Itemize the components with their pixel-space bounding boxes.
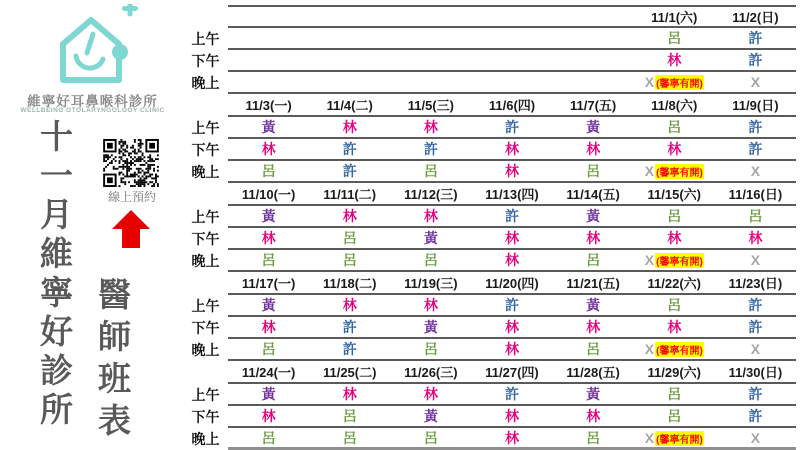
shift-cell: 黃 bbox=[586, 386, 601, 402]
date-cell: 11/19(三) bbox=[404, 276, 458, 291]
empty-corner bbox=[183, 272, 228, 295]
shift-row bbox=[183, 295, 796, 317]
shift-cell: 許 bbox=[748, 52, 763, 68]
shift-row bbox=[183, 50, 796, 72]
shift-cell: 林 bbox=[586, 319, 601, 335]
shift-cell: 林 bbox=[667, 141, 682, 157]
shift-label: 下午 bbox=[191, 409, 220, 425]
shift-cell: 呂 bbox=[261, 163, 276, 179]
shift-row bbox=[183, 72, 796, 94]
shift-cell: 呂 bbox=[342, 408, 357, 424]
month-title: 十一月維寧好診所 bbox=[36, 119, 73, 431]
shift-cell: 林 bbox=[504, 230, 519, 246]
shift-cell: 呂 bbox=[667, 30, 682, 46]
date-cell: 11/10(一) bbox=[241, 187, 296, 202]
booking-qr-code bbox=[103, 139, 159, 187]
shift-cell: 黃 bbox=[586, 119, 601, 135]
shift-cell: 呂 bbox=[342, 430, 357, 446]
shift-cell: 林 bbox=[342, 297, 357, 313]
date-cell: 11/7(五) bbox=[570, 98, 617, 113]
shift-cell: 林 bbox=[423, 208, 438, 224]
house-clock-logo-icon bbox=[30, 4, 160, 92]
shift-row bbox=[183, 339, 796, 361]
shift-label: 上午 bbox=[191, 31, 220, 47]
date-cell: 11/22(六) bbox=[647, 276, 702, 291]
shift-label: 晚上 bbox=[191, 164, 220, 180]
clinic-name-en: WELLBEING OTOLARYNGOLOGY CLINIC bbox=[20, 107, 165, 114]
shift-row bbox=[183, 139, 796, 161]
closed-x: X bbox=[750, 341, 761, 357]
shift-label: 晚上 bbox=[191, 342, 220, 358]
clinic-name: 維寧好耳鼻喉科診所 bbox=[27, 94, 158, 109]
date-cell: 11/14(五) bbox=[566, 187, 620, 202]
shift-cell: 林 bbox=[423, 119, 438, 135]
shift-cell: 許 bbox=[748, 30, 763, 46]
up-arrow-icon bbox=[111, 210, 151, 248]
closed-x: X bbox=[644, 163, 655, 179]
closed-x: X bbox=[644, 430, 655, 446]
shift-cell: 黃 bbox=[261, 208, 276, 224]
clinic-logo bbox=[30, 4, 160, 92]
shift-cell: 呂 bbox=[423, 163, 438, 179]
shift-row bbox=[183, 28, 796, 50]
shift-cell: 許 bbox=[342, 141, 357, 157]
shift-cell: 許 bbox=[748, 408, 763, 424]
date-cell: 11/23(日) bbox=[728, 276, 783, 291]
shift-cell: 黃 bbox=[586, 297, 601, 313]
shift-cell: 許 bbox=[342, 163, 357, 179]
shift-label: 晚上 bbox=[191, 431, 220, 447]
date-cell: 11/30(日) bbox=[728, 365, 783, 380]
date-cell: 11/6(四) bbox=[488, 98, 536, 113]
shift-cell: 許 bbox=[748, 141, 763, 157]
empty-corner bbox=[183, 94, 228, 117]
empty-corner bbox=[183, 5, 228, 28]
shift-label: 上午 bbox=[191, 120, 220, 136]
shift-row bbox=[183, 406, 796, 428]
shift-cell: 林 bbox=[748, 230, 763, 246]
closed-x: X bbox=[644, 74, 655, 90]
date-cell: 11/1(六) bbox=[651, 10, 698, 25]
date-cell: 11/2(日) bbox=[732, 10, 779, 25]
shift-cell: 黃 bbox=[261, 119, 276, 135]
shift-cell: 黃 bbox=[586, 208, 601, 224]
shift-cell: 許 bbox=[504, 386, 519, 402]
sister-clinic-open-note: (馨寧有開) bbox=[655, 431, 704, 446]
shift-cell: 呂 bbox=[586, 430, 601, 446]
shift-cell bbox=[634, 341, 715, 357]
week-header-row bbox=[183, 183, 796, 206]
date-cell: 11/21(五) bbox=[566, 276, 620, 291]
shift-row bbox=[183, 117, 796, 139]
sister-clinic-open-note: (馨寧有開) bbox=[655, 253, 704, 268]
shift-row bbox=[183, 384, 796, 406]
closed-x: X bbox=[750, 74, 761, 90]
shift-cell: 呂 bbox=[667, 386, 682, 402]
shift-cell: 呂 bbox=[667, 119, 682, 135]
date-cell: 11/4(二) bbox=[326, 98, 373, 113]
shift-cell: 呂 bbox=[342, 230, 357, 246]
shift-label: 上午 bbox=[191, 209, 220, 225]
shift-label: 下午 bbox=[191, 142, 220, 158]
shift-cell: 林 bbox=[586, 408, 601, 424]
sister-clinic-open-note: (馨寧有開) bbox=[655, 75, 704, 90]
shift-label: 晚上 bbox=[191, 253, 220, 269]
shift-cell: 許 bbox=[748, 297, 763, 313]
shift-cell: 呂 bbox=[586, 163, 601, 179]
shift-cell bbox=[715, 74, 796, 90]
shift-cell bbox=[715, 163, 796, 179]
shift-cell: 許 bbox=[504, 297, 519, 313]
shift-cell: 林 bbox=[667, 230, 682, 246]
shift-cell: 呂 bbox=[423, 430, 438, 446]
closed-x: X bbox=[750, 430, 761, 446]
shift-cell: 林 bbox=[423, 297, 438, 313]
shift-cell: 林 bbox=[261, 408, 276, 424]
shift-row bbox=[183, 161, 796, 183]
shift-cell: 林 bbox=[586, 141, 601, 157]
shift-cell: 許 bbox=[748, 386, 763, 402]
date-cell: 11/12(三) bbox=[404, 187, 458, 202]
shift-cell bbox=[634, 74, 715, 90]
shift-cell bbox=[715, 430, 796, 446]
date-cell: 11/13(四) bbox=[485, 187, 539, 202]
date-cell: 11/16(日) bbox=[728, 187, 783, 202]
shift-cell: 林 bbox=[586, 230, 601, 246]
shift-cell: 呂 bbox=[342, 252, 357, 268]
shift-cell bbox=[634, 430, 715, 446]
date-cell: 11/11(二) bbox=[323, 187, 377, 202]
shift-cell: 許 bbox=[423, 141, 438, 157]
week-header-row bbox=[183, 5, 796, 28]
date-cell: 11/9(日) bbox=[732, 98, 779, 113]
shift-cell: 黃 bbox=[423, 230, 438, 246]
date-cell: 11/8(六) bbox=[651, 98, 698, 113]
shift-cell: 呂 bbox=[261, 252, 276, 268]
shift-cell: 許 bbox=[342, 319, 357, 335]
closed-x: X bbox=[750, 163, 761, 179]
date-cell: 11/3(一) bbox=[245, 98, 292, 113]
shift-cell: 呂 bbox=[667, 208, 682, 224]
date-cell: 11/17(一) bbox=[241, 276, 296, 291]
closed-x: X bbox=[750, 252, 761, 268]
closed-x: X bbox=[644, 252, 655, 268]
shift-cell: 許 bbox=[748, 319, 763, 335]
shift-cell: 林 bbox=[504, 252, 519, 268]
date-cell: 11/18(二) bbox=[322, 276, 377, 291]
shift-cell: 林 bbox=[667, 319, 682, 335]
shift-cell: 林 bbox=[504, 141, 519, 157]
shift-label: 下午 bbox=[191, 231, 220, 247]
shift-cell: 林 bbox=[423, 386, 438, 402]
shift-row bbox=[183, 206, 796, 228]
shift-cell: 林 bbox=[667, 52, 682, 68]
shift-cell: 呂 bbox=[748, 208, 763, 224]
shift-cell bbox=[634, 163, 715, 179]
shift-cell: 呂 bbox=[261, 341, 276, 357]
date-cell: 11/27(四) bbox=[485, 365, 539, 380]
shift-cell: 林 bbox=[504, 430, 519, 446]
shift-cell: 林 bbox=[342, 386, 357, 402]
shift-row bbox=[183, 250, 796, 272]
sister-clinic-open-note: (馨寧有開) bbox=[655, 164, 704, 179]
shift-cell: 呂 bbox=[586, 252, 601, 268]
shift-cell: 呂 bbox=[667, 297, 682, 313]
date-cell: 11/29(六) bbox=[647, 365, 702, 380]
shift-cell: 許 bbox=[342, 341, 357, 357]
shift-cell: 林 bbox=[504, 341, 519, 357]
shift-row bbox=[183, 428, 796, 450]
shift-cell bbox=[715, 252, 796, 268]
shift-row bbox=[183, 228, 796, 250]
week-header-row bbox=[183, 272, 796, 295]
shift-cell: 林 bbox=[261, 141, 276, 157]
schedule-table bbox=[183, 5, 796, 450]
shift-cell: 呂 bbox=[586, 341, 601, 357]
empty-corner bbox=[183, 361, 228, 384]
shift-cell: 許 bbox=[748, 119, 763, 135]
schedule-title: 醫師班表 bbox=[94, 277, 131, 445]
empty-corner bbox=[183, 183, 228, 206]
date-cell: 11/24(一) bbox=[241, 365, 296, 380]
shift-cell: 呂 bbox=[261, 430, 276, 446]
date-cell: 11/20(四) bbox=[485, 276, 539, 291]
shift-cell: 林 bbox=[504, 163, 519, 179]
shift-cell: 林 bbox=[261, 230, 276, 246]
week-header-row bbox=[183, 94, 796, 117]
shift-cell: 許 bbox=[504, 119, 519, 135]
shift-cell: 呂 bbox=[423, 341, 438, 357]
shift-cell: 黃 bbox=[423, 408, 438, 424]
shift-cell: 黃 bbox=[261, 386, 276, 402]
shift-cell: 林 bbox=[504, 408, 519, 424]
shift-cell: 林 bbox=[342, 208, 357, 224]
shift-label: 上午 bbox=[191, 298, 220, 314]
shift-label: 晚上 bbox=[191, 75, 220, 91]
qr-label: 線上預約 bbox=[107, 190, 156, 204]
shift-row bbox=[183, 317, 796, 339]
shift-cell: 林 bbox=[342, 119, 357, 135]
shift-cell: 許 bbox=[504, 208, 519, 224]
shift-cell: 林 bbox=[261, 319, 276, 335]
shift-cell: 林 bbox=[504, 319, 519, 335]
shift-cell: 呂 bbox=[667, 408, 682, 424]
date-cell: 11/5(三) bbox=[407, 98, 454, 113]
week-header-row bbox=[183, 361, 796, 384]
closed-x: X bbox=[644, 341, 655, 357]
shift-cell: 黃 bbox=[261, 297, 276, 313]
shift-cell bbox=[634, 252, 715, 268]
date-cell: 11/26(三) bbox=[404, 365, 458, 380]
date-cell: 11/15(六) bbox=[647, 187, 702, 202]
shift-label: 上午 bbox=[191, 387, 220, 403]
sister-clinic-open-note: (馨寧有開) bbox=[655, 342, 704, 357]
shift-cell: 黃 bbox=[423, 319, 438, 335]
shift-cell: 呂 bbox=[423, 252, 438, 268]
date-cell: 11/28(五) bbox=[566, 365, 620, 380]
shift-label: 下午 bbox=[191, 53, 220, 69]
date-cell: 11/25(二) bbox=[322, 365, 377, 380]
shift-cell bbox=[715, 341, 796, 357]
shift-label: 下午 bbox=[191, 320, 220, 336]
